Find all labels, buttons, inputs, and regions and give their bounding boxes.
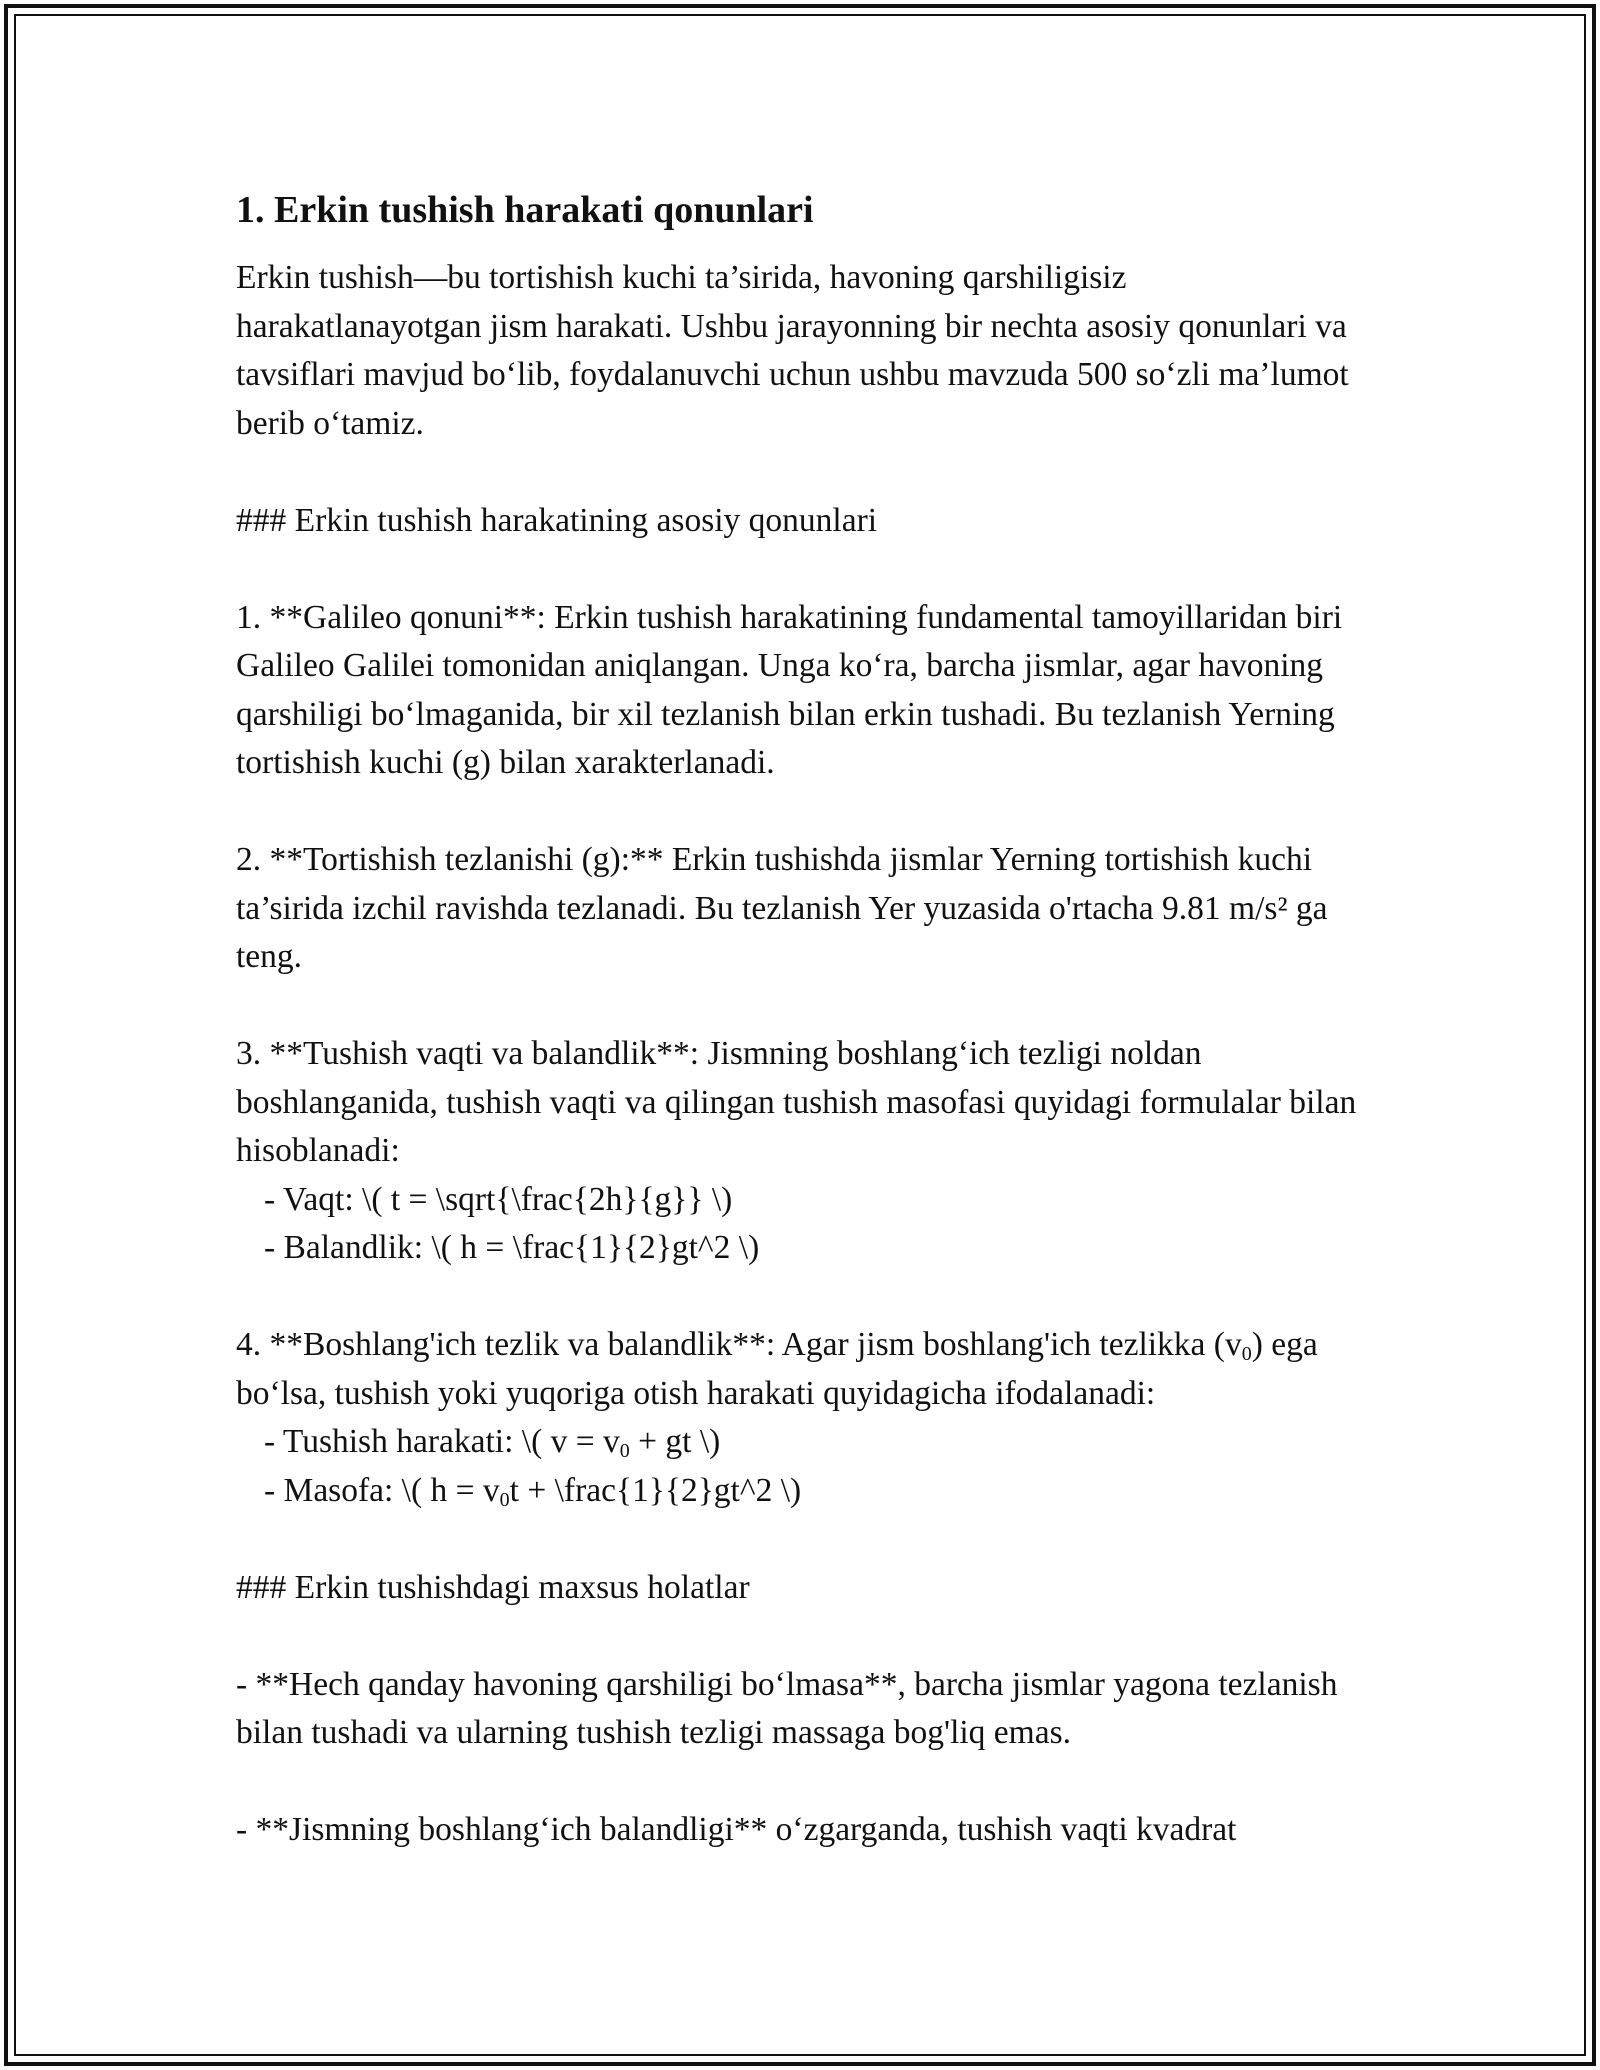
formula-distance-a: - Masofa: \( h = v	[264, 1471, 500, 1509]
spacer	[236, 1273, 1376, 1322]
law-item-fall-time-height: 3. **Tushish vaqti va balandlik**: Jismning boshlang‘ich tezligi noldan boshlanganida, tushish vaqti va qilingan tushish masofasi quyidagi formulalar bilan hisoblanadi:	[236, 1035, 1357, 1169]
law-item-galileo: 1. **Galileo qonuni**: Erkin tushish harakatining fundamental tamoyillaridan biri Galileo Galilei tomonidan aniqlangan. Unga ko‘ra, barcha jismlar, agar havoning qarshiligi bo‘lmaganida, bir xil tezlanish bilan erkin tushadi. Bu tezlanish Yerning tortishish kuchi (g) bilan xarakterlanadi.	[236, 598, 1343, 781]
item4-text-a: 4. **Boshlang'ich tezlik va balandlik**: Agar jism boshlang'ich tezlikka (v	[236, 1326, 1242, 1363]
formula-time: - Vaqt: \( t = \sqrt{\frac{2h}{g}} \)	[264, 1180, 733, 1218]
special-case-no-air-resistance: - **Hech qanday havoning qarshiligi bo‘lmasa**, barcha jismlar yagona tezlanish bilan tushadi va ularning tushish tezligi massaga bog'liq emas.	[236, 1665, 1338, 1751]
spacer	[236, 1758, 1376, 1807]
spacer	[236, 545, 1376, 594]
special-case-initial-height: - **Jismning boshlang‘ich balandligi** o‘zgarganda, tushish vaqti kvadrat	[236, 1811, 1237, 1848]
page-title: 1. Erkin tushish harakati qonunlari	[236, 189, 814, 231]
subscript-zero: 0	[619, 1440, 630, 1462]
item4-text-b: ) ega bo‘lsa, tushish yoki yuqoriga otish harakati quyidagicha ifodalanadi:	[236, 1326, 1318, 1412]
formula-distance-b: t + \frac{1}{2}gt^2 \)	[509, 1471, 802, 1509]
formula-motion-b: + gt \)	[629, 1423, 721, 1460]
subscript-zero: 0	[1241, 1343, 1252, 1365]
spacer	[236, 982, 1376, 1031]
section-heading-special-cases: ### Erkin tushishdagi maxsus holatlar	[236, 1568, 750, 1606]
section-heading-basic-laws: ### Erkin tushish harakatining asosiy qonunlari	[236, 501, 878, 539]
subscript-zero: 0	[499, 1488, 510, 1511]
intro-paragraph: Erkin tushish—bu tortishish kuchi ta’sirida, havoning qarshiligisiz harakatlanayotgan jism harakati. Ushbu jarayonning bir nechta asosiy qonunlari va tavsiflari mavjud bo‘lib, foydalanuvchi uchun ushbu mavzuda 500 so‘zli ma’lumot berib o‘tamiz.	[236, 259, 1349, 442]
formula-height: - Balandlik: \( h = \frac{1}{2}gt^2 \)	[264, 1229, 760, 1266]
document-body	[236, 186, 1376, 1855]
formula-motion-a: - Tushish harakati: \( v = v	[264, 1423, 620, 1460]
formula-distance	[236, 1467, 1376, 1516]
spacer	[236, 448, 1376, 497]
law-item-initial-velocity	[236, 1321, 1376, 1418]
spacer	[236, 788, 1376, 837]
spacer	[236, 1515, 1376, 1564]
law-item-gravity-acceleration: 2. **Tortishish tezlanishi (g):** Erkin tushishda jismlar Yerning tortishish kuchi ta’sirida izchil ravishda tezlanadi. Bu tezlanish Yer yuzasida o'rtacha 9.81 m/s² ga teng.	[236, 841, 1328, 975]
spacer	[236, 1612, 1376, 1661]
formula-motion	[236, 1418, 1376, 1467]
